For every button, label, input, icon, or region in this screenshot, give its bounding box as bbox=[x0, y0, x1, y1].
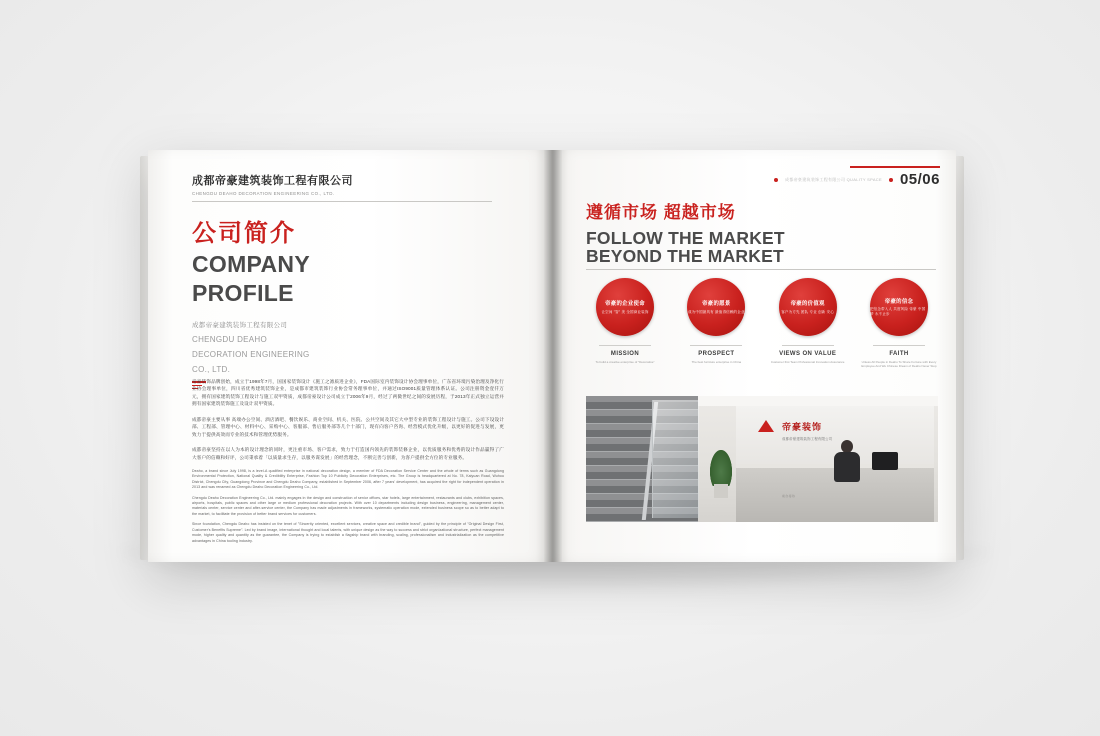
brand-name-en: CHENGDU DEAHO DECORATION ENGINEERING CO., LTD. bbox=[192, 190, 335, 196]
left-page-header bbox=[192, 172, 510, 388]
brochure-spread bbox=[148, 150, 956, 562]
photo-monitor bbox=[872, 452, 898, 470]
circle-lines-views: 客户为方先 团队 专业 创新 安心 bbox=[781, 309, 835, 314]
plant-pot bbox=[714, 484, 728, 498]
circle-title-mission: 帝豪的企业使命 bbox=[605, 301, 645, 308]
brand-name-cn: 成都帝豪建筑装饰工程有限公司 bbox=[192, 175, 353, 187]
lobby-logo-cn: 帝豪装饰 bbox=[782, 422, 823, 432]
value-item-mission bbox=[586, 278, 664, 368]
top-label: 成都帝豪建筑装饰工程有限公司 QUALITY SPACE bbox=[785, 176, 882, 182]
photo-potted-plant bbox=[708, 450, 734, 498]
office-lobby-photo bbox=[586, 396, 938, 522]
circle-title-views: 帝豪的价值观 bbox=[790, 301, 825, 308]
plant-leaves bbox=[710, 450, 732, 486]
header-divider bbox=[192, 201, 492, 202]
subtitle-en-line1: CHENGDU DEAHO bbox=[192, 335, 268, 345]
headline-cn: 遵循市场 超越市场 bbox=[586, 203, 736, 222]
paragraph-cn-3: 成都帝豪坚持在以人为本的设计理念的同时，更注重市场、客户需求，致力于打造国内领先的装饰装修企业，以优质服务和优秀的设计作品赢得了广大客户的信赖和好评，公司秉承着「以质量求生存，以服务谋发展」的经营理念，不断完善与创新，为客户提供全方位的专业服务。 bbox=[192, 447, 504, 460]
circle-lines-mission: 让空间 "智" 美 全国商业装饰 bbox=[601, 309, 649, 314]
paragraph-en-1: Deaho, a brand since July 1998, is a level-A qualified enterprise in national decoration design, a member of FDA Decoration Service Center and the whole of terms such as Guangdong Environmental Protection, National Quality & Credibility Enterprise, Fashion Top 10 Publicity Decoration Enterprises, etc. The Group is headquartered at No. 78, Kaiyuan Road, Wuhou District, Chengdu City, Guangdong Province and Chengdu Deaho Company, established in September 2006, after 7 years' development, has acquired the right for independent operation in 2013 and was renamed as Chengdu Deaho Decoration Engineering Co., Ltd. bbox=[192, 468, 504, 490]
right-page bbox=[552, 150, 956, 562]
paragraph-cn-2: 成都帝豪主要从事 高端办公空间、酒店酒吧、餐饮娱乐、商业空间、机关、医院、公共空间及其它大中型专业的装饰工程设计与施工。公司下设设计部、工程部、管理中心、材料中心、采购中心、客服部、售后服务部等几个十部门，现有向客户咨询、经营模式优化升级，以更好的促进与发展，更致力于提供高效而专业的技术和管理优势服务。 bbox=[192, 416, 504, 437]
circle-badge-views bbox=[779, 278, 837, 336]
paragraph-cn-1: 帝豪装饰品牌创始，成立于1998年7月，国国家装饰设计《施工之凛质进企业》，FDA国际室内装饰设计协会理事单位，广东省环境污染治理及净化行业协会理事单位，四川省优秀建筑装饰企业，是成都市建筑装饰行业协会常务理事单位，并通过ISO9001质量管理体系认证。公司注册资金壹仟万元，拥有国家建筑装饰工程设计与施工双甲资质，成都帝豪设计公司成立于2006年9月，经过了两微世纪之间的发展历程，于2013年正式独立运营并拥有国家建筑装饰施工及设计双甲资质。 bbox=[192, 379, 504, 407]
value-divider-4 bbox=[873, 345, 925, 346]
paragraph-en-2: Chengdu Deaho Decoration Engineering Co., Ltd. mainly engages in the design and construction of senior offices, star hotels, large entertainment, restaurants and clubs, exhibition spaces, airports, hospitals, public spaces and other large or medium professional decoration projects. With over 10 departments including design business, engineering, management center, materials center, service center and after-service center, the Company has made adjustments in frameworks, systematic operation mode, extended business scope so as to better adapt to the market, to facilitate the provision of better brand services for customers. bbox=[192, 495, 504, 516]
value-circles bbox=[586, 278, 938, 368]
company-profile-body bbox=[192, 378, 504, 549]
value-divider-3 bbox=[782, 345, 834, 346]
page-title-en-line2: PROFILE bbox=[192, 280, 294, 307]
value-en-desc-prospect: The best furniture enterprise in China bbox=[691, 360, 742, 364]
value-en-desc-mission: To build a creative enterprise of "Decorative" bbox=[595, 360, 655, 364]
value-en-title-views: VIEWS ON VALUE bbox=[779, 351, 837, 357]
photo-ceiling bbox=[698, 396, 938, 406]
value-divider bbox=[599, 345, 651, 346]
section-headline bbox=[586, 198, 936, 270]
right-page-content bbox=[562, 150, 956, 562]
value-en-desc-faith: Unless All People in Deaho To Share Fortune with Every Employee And We Chinese Dream of Deaho Never Stop bbox=[861, 360, 937, 369]
headline-en-line2: BEYOND THE MARKET bbox=[586, 246, 784, 267]
lobby-logo-text bbox=[782, 420, 832, 441]
paragraph-en-3: Since foundation, Chengdu Deaho has insisted on the tenet of "Sincerity oriented, excellent services, creative space and credible brand", guided by the principle of "Original Design First, Customer's Benefits Supreme". Led by brand image, international thought and local talents, with unique design as the way to success and strict organizational structure, perfect management mode, higher quality and quantity as the guarantee, the Company is trying to establish a flagship brand with branding, scaling, professionalism and industrialization as the competitive advantages in China tooling industry. bbox=[192, 522, 504, 543]
red-dot-icon bbox=[774, 178, 778, 182]
value-en-title-mission: MISSION bbox=[610, 351, 640, 357]
value-en-title-prospect: PROSPECT bbox=[698, 351, 735, 357]
circle-lines-prospect: 成为中国最具有 最值得信赖的企业 bbox=[687, 309, 745, 314]
headline-en-line1: FOLLOW THE MARKET bbox=[586, 228, 785, 248]
value-divider-2 bbox=[690, 345, 742, 346]
circle-badge-mission bbox=[596, 278, 654, 336]
page-number: 05/06 bbox=[899, 171, 940, 188]
page-title-en-line1: COMPANY bbox=[192, 250, 310, 277]
counter-caption: 前台接待 bbox=[782, 494, 796, 498]
value-item-views bbox=[769, 278, 847, 368]
headline-divider bbox=[586, 269, 936, 270]
subtitle-en-line3: CO., LTD. bbox=[192, 365, 231, 375]
circle-badge-faith bbox=[870, 278, 928, 336]
photo-glass-partition bbox=[652, 400, 699, 518]
value-en-desc-views: Customer first Team Professional Innovation Assurance bbox=[770, 360, 845, 364]
photo-receptionist bbox=[832, 440, 862, 480]
right-page-topbar bbox=[774, 172, 940, 187]
lobby-logo-sub: 成都帝豪建筑装饰工程有限公司 bbox=[782, 437, 833, 441]
left-page bbox=[148, 150, 552, 562]
red-dot-icon-2 bbox=[889, 178, 893, 182]
value-item-prospect bbox=[677, 278, 755, 368]
value-item-faith bbox=[860, 278, 938, 368]
person-body bbox=[834, 452, 860, 482]
circle-title-faith: 帝豪的信念 bbox=[884, 298, 914, 305]
subtitle-en-line2: DECORATION ENGINEERING bbox=[192, 350, 310, 360]
subtitle-cn: 成都帝豪建筑装饰工程有限公司 bbox=[192, 321, 288, 329]
circle-lines-faith: 把信念带入人 共度风险 帝豪 中国梦 永不止步 bbox=[869, 307, 926, 317]
value-en-title-faith: FAITH bbox=[889, 351, 909, 357]
top-red-rule bbox=[850, 166, 940, 168]
circle-badge-prospect bbox=[687, 278, 745, 336]
page-title-cn: 公司简介 bbox=[192, 219, 296, 247]
circle-title-prospect: 帝豪的愿景 bbox=[702, 301, 731, 308]
